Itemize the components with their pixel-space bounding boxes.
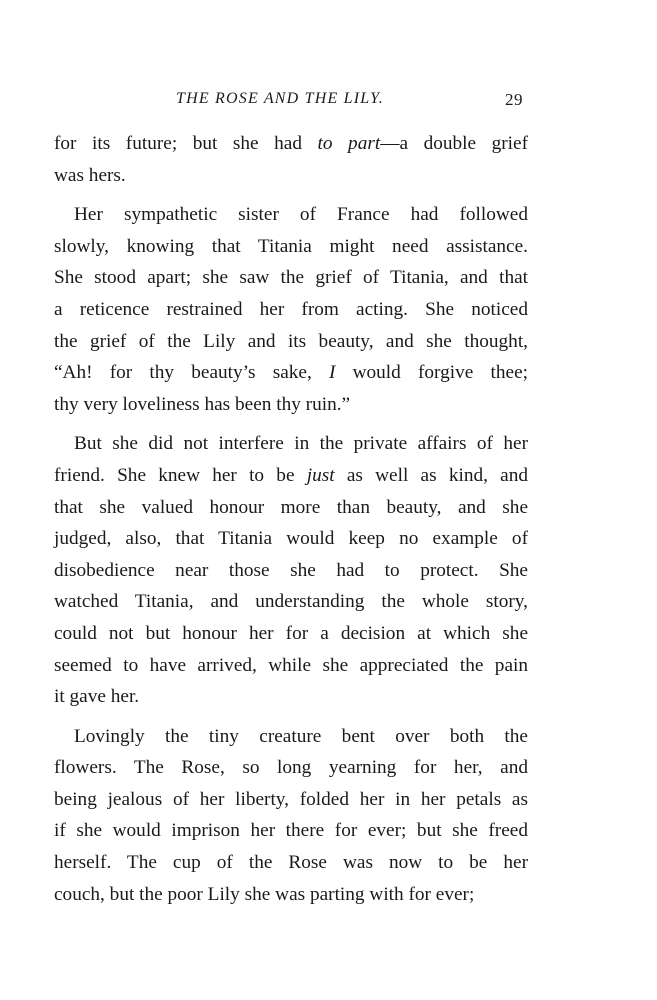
text-line xyxy=(54,389,528,421)
text-line xyxy=(54,428,528,460)
text-run: couch, but the poor Lily she was parting with for ever; xyxy=(54,883,475,905)
text-line xyxy=(54,586,528,618)
text-line xyxy=(54,199,528,231)
paragraph-gap xyxy=(54,191,528,199)
text-line xyxy=(54,721,528,753)
text-run: judged, also, that Titania would keep no example of xyxy=(54,528,528,550)
text-run: Her sympathetic sister of France had followed xyxy=(74,204,528,226)
text-line xyxy=(54,262,528,294)
text-line xyxy=(54,160,528,192)
text-run: being jealous of her liberty, folded her in her petals as xyxy=(54,788,528,810)
text-line xyxy=(54,847,528,879)
page-number: 29 xyxy=(505,90,523,109)
text-line xyxy=(54,128,528,160)
paragraph xyxy=(54,199,528,420)
text-run: if she would imprison her there for ever; but she freed xyxy=(54,820,528,842)
text-run: disobedience near those she had to protect. She xyxy=(54,559,528,581)
text-line xyxy=(54,460,528,492)
text-line xyxy=(54,555,528,587)
text-line xyxy=(54,879,528,911)
paragraph xyxy=(54,428,528,712)
text-run: was hers. xyxy=(54,164,126,186)
body-text xyxy=(54,128,528,910)
text-run: slowly, knowing that Titania might need assistance. xyxy=(54,235,528,257)
text-run: —a double grief xyxy=(380,133,528,154)
text-run: could not but honour her for a decision at which she xyxy=(54,622,528,644)
text-line xyxy=(54,231,528,263)
text-line xyxy=(54,492,528,524)
paragraph-gap xyxy=(54,713,528,721)
text-run: as well as kind, and xyxy=(334,464,529,486)
text-line xyxy=(54,294,528,326)
italic-text: just xyxy=(306,464,335,486)
text-line xyxy=(54,618,528,650)
italic-text: I xyxy=(328,362,336,384)
text-run: herself. The cup of the Rose was now to be her xyxy=(54,852,528,874)
text-run: a reticence restrained her from acting. She noticed xyxy=(54,298,528,320)
text-run: friend. She knew her to be xyxy=(54,464,307,486)
text-run: for its future; but she had xyxy=(54,133,318,154)
text-run: the grief of the Lily and its beauty, and she thought, xyxy=(54,330,528,352)
paragraph-gap xyxy=(54,420,528,428)
running-title: THE ROSE AND THE LILY. xyxy=(176,90,384,107)
text-line xyxy=(54,326,528,358)
text-line xyxy=(54,650,528,682)
text-run: flowers. The Rose, so long yearning for her, and xyxy=(54,757,528,779)
text-run: Lovingly the tiny creature bent over both the xyxy=(74,725,528,747)
text-line xyxy=(54,815,528,847)
text-run: it gave her. xyxy=(54,686,140,708)
text-run: “Ah! for thy beauty’s sake, xyxy=(54,362,329,384)
text-run: But she did not interfere in the private affairs of her xyxy=(74,433,528,455)
paragraph xyxy=(54,128,528,191)
text-run: watched Titania, and understanding the whole story, xyxy=(54,591,528,613)
text-line xyxy=(54,523,528,555)
text-run: She stood apart; she saw the grief of Titania, and that xyxy=(54,267,528,289)
italic-text: to part xyxy=(317,133,381,154)
text-line xyxy=(54,357,528,389)
text-run: thy very loveliness has been thy ruin.” xyxy=(54,393,351,415)
paragraph xyxy=(54,721,528,911)
text-line xyxy=(54,752,528,784)
text-run: would forgive thee; xyxy=(335,362,528,384)
text-line xyxy=(54,784,528,816)
text-run: seemed to have arrived, while she appreciated the pain xyxy=(54,654,528,676)
text-line xyxy=(54,681,528,713)
text-run: that she valued honour more than beauty, and she xyxy=(54,496,528,518)
